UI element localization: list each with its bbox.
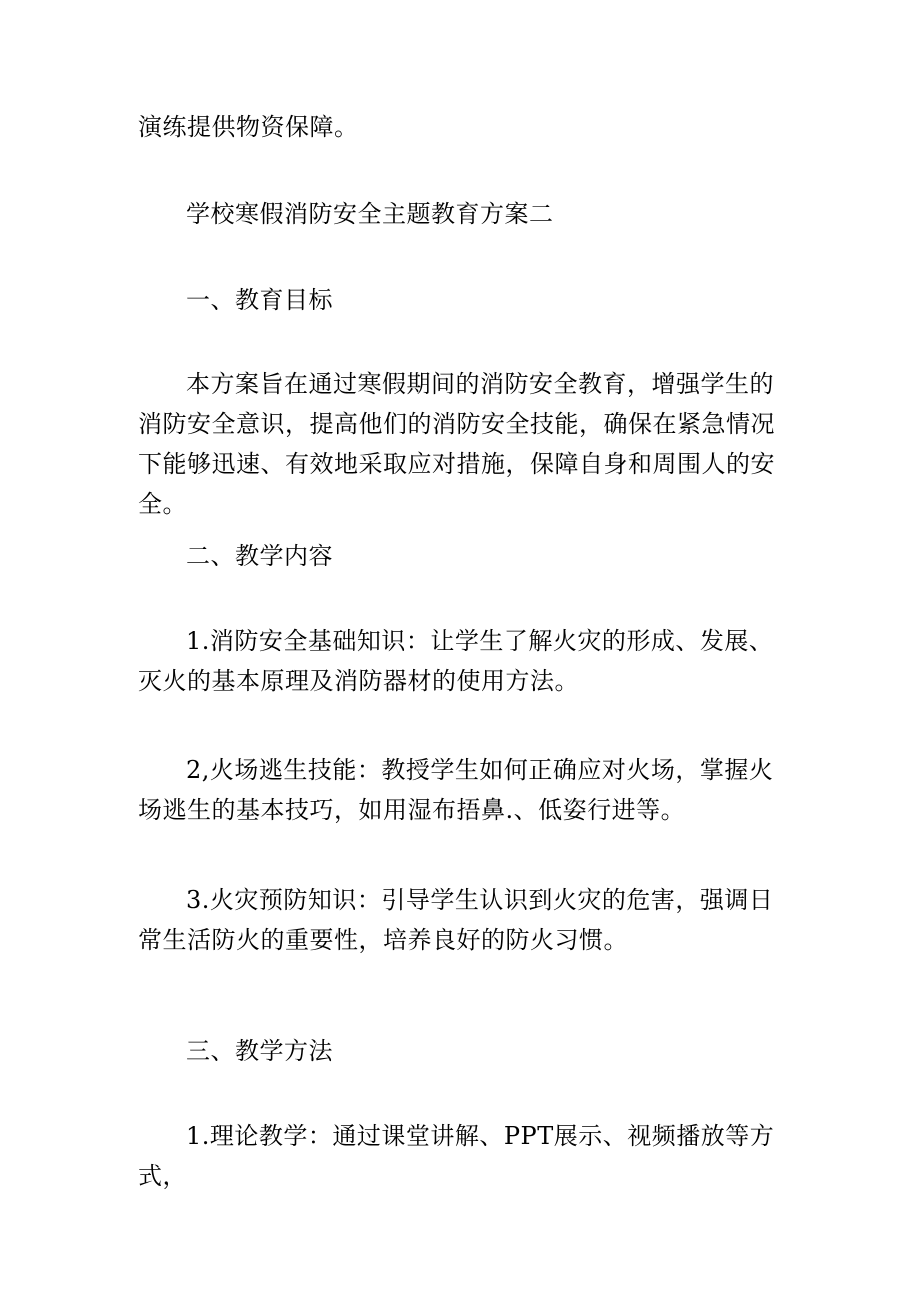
- paragraph-content-item-2: 2,火场逃生技能：教授学生如何正确应对火场，掌握火场逃生的基本技巧，如用湿布捂鼻.、低姿行进等。: [138, 756, 774, 824]
- paragraph-content-item-3: 3.火灾预防知识：引导学生认识到火灾的危害，强调日常生活防火的重要性，培养良好的防火习惯。: [138, 886, 774, 954]
- document-title: 学校寒假消防安全主题教育方案二: [186, 200, 554, 228]
- paragraph-content-item-1: 1.消防安全基础知识：让学生了解火灾的形成、发展、灭火的基本原理及消防器材的使用方法。: [138, 627, 774, 695]
- section-heading-goals: 一、教育目标: [186, 286, 333, 314]
- section-heading-methods: 三、教学方法: [186, 1037, 333, 1065]
- section-heading-content: 二、教学内容: [186, 542, 333, 570]
- paragraph-goals: 本方案旨在通过寒假期间的消防安全教育，增强学生的消防安全意识，提高他们的消防安全技能，确保在紧急情况下能够迅速、有效地采取应对措施，保障自身和周围人的安全。: [138, 370, 775, 518]
- paragraph-methods-item-1: 1.理论教学：通过课堂讲解、PPT展示、视频播放等方式，: [138, 1122, 775, 1190]
- paragraph-continuation: 演练提供物资保障。: [138, 113, 359, 141]
